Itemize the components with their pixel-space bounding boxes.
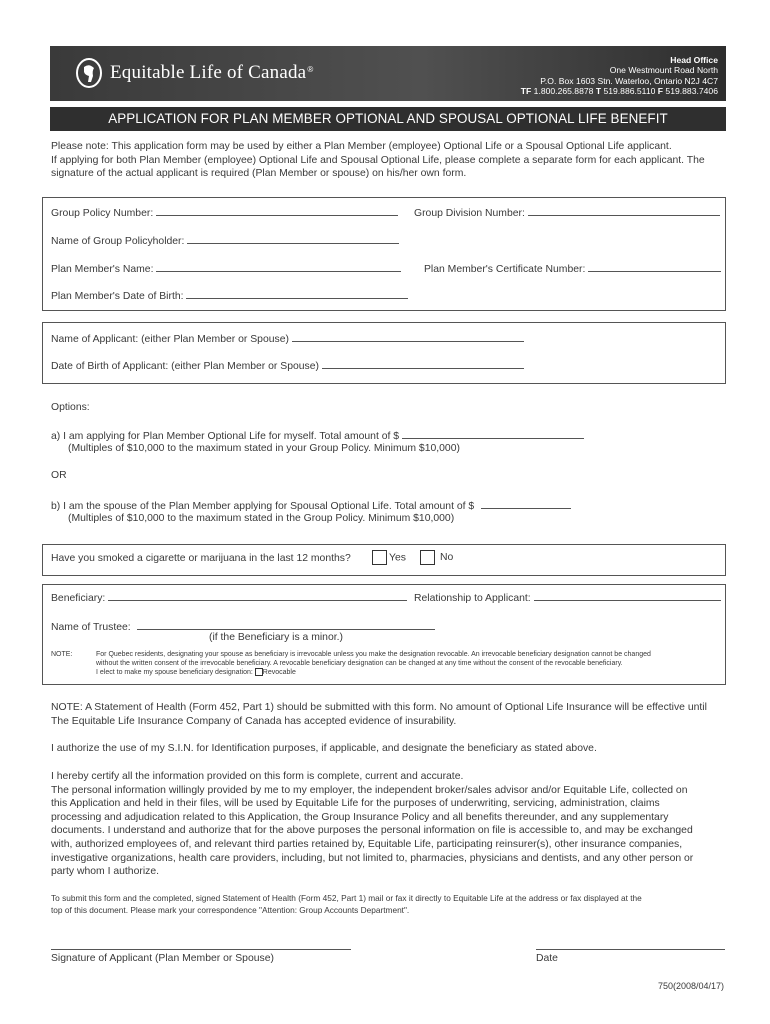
smoking-no-checkbox[interactable] <box>420 550 435 565</box>
certify-line-2: The personal information willingly provided by me to my employer, the independent broker/sales advisor and/or Equitable Life, collected on <box>51 784 688 796</box>
certify-line-6: with, authorized employees of, and relevant third parties retained by, Equitable Life, participating reinsurer(s), other insurance companies, <box>51 838 683 850</box>
certify-line-4: processing and adjudication related to this Application, the Group Insurance Policy and all benefits thereunder, and any supplementary <box>51 811 669 823</box>
option-b-amount-line[interactable] <box>481 499 571 509</box>
quebec-note <box>96 650 651 677</box>
company-logo <box>76 58 313 88</box>
plan-member-name-field[interactable] <box>51 262 401 275</box>
or-label: OR <box>51 470 67 481</box>
group-policy-number-line[interactable] <box>156 206 398 216</box>
address-line-1: One Westmount Road North <box>609 65 718 76</box>
intro-line-3: signature of the actual applicant is required (Plan Member or spouse) on his/her own form. <box>51 168 467 180</box>
intro-line-1: Please note: This application form may be used by either a Plan Member (employee) Optional Life or a Spousal Optional Life applicant. <box>51 141 672 152</box>
applicant-name-label: Name of Applicant: (either Plan Member or Spouse) <box>51 334 289 345</box>
f-label: F <box>657 85 664 96</box>
date-label: Date <box>536 953 558 964</box>
certify-line-3: this Application and held in their files, will be used by Equitable Life for the purposes of underwriting, servicing, administration, claims <box>51 798 660 810</box>
beneficiary-line[interactable] <box>108 591 407 601</box>
options-heading: Options: <box>51 402 90 413</box>
sin-authorization: I authorize the use of my S.I.N. for Identification purposes, if applicable, and designate the beneficiary as stated above. <box>51 743 597 754</box>
smoking-yes-checkbox[interactable] <box>372 550 387 565</box>
applicant-dob-field[interactable] <box>51 359 524 372</box>
certificate-number-field[interactable] <box>424 262 721 275</box>
plan-member-name-line[interactable] <box>156 262 401 272</box>
certify-line-7: investigative organizations, health care providers, including, but not limited to, pharmacies, physicians and dentists, and any other person or <box>51 852 694 864</box>
telephone-number: 519.886.5110 <box>603 85 656 96</box>
option-a-amount-line[interactable] <box>402 429 584 439</box>
option-b-field[interactable] <box>51 499 571 512</box>
submit-line-1: To submit this form and the completed, signed Statement of Health (Form 452, Part 1) mail or fax it directly to Equitable Life at the address or fax displayed at the <box>51 893 642 903</box>
date-line[interactable] <box>536 949 725 950</box>
smoking-no-option[interactable] <box>420 550 453 565</box>
smoking-question: Have you smoked a cigarette or marijuana in the last 12 months? <box>51 553 351 564</box>
smoking-yes-label: Yes <box>389 552 406 564</box>
beneficiary-label: Beneficiary: <box>51 593 106 604</box>
statement-note-line-1: NOTE: A Statement of Health (Form 452, Part 1) should be submitted with this form. No amount of Optional Life Insurance will be effective until <box>51 702 707 713</box>
trustee-line[interactable] <box>137 620 435 630</box>
relationship-line[interactable] <box>534 591 721 601</box>
group-division-number-field[interactable] <box>414 206 720 219</box>
applicant-signature-line[interactable] <box>51 949 351 950</box>
option-a-field[interactable] <box>51 429 584 442</box>
plan-member-dob-line[interactable] <box>186 289 408 299</box>
statement-of-health-note <box>51 701 731 728</box>
submit-line-2: top of this document. Please mark your correspondence "Attention: Group Accounts Department". <box>51 904 410 915</box>
certificate-number-line[interactable] <box>588 262 721 272</box>
certify-line-1: I hereby certify all the information provided on this form is complete, current and accurate. <box>51 771 464 782</box>
form-code: 750(2008/04/17) <box>657 981 724 991</box>
trustee-note: (if the Beneficiary is a minor.) <box>209 632 343 643</box>
certify-line-5: documents. I understand and authorize that for the above purposes the personal information on file is accessible to, and may be exchanged <box>51 825 693 837</box>
submission-instructions <box>51 893 731 916</box>
quebec-note-line-2: without the written consent of the irrevocable beneficiary. A revocable beneficiary designation can be changed at any time without the consent of the revocable beneficiary. <box>96 660 623 667</box>
revocable-label: Revocable <box>262 669 296 676</box>
policyholder-name-line[interactable] <box>187 234 399 244</box>
option-b-note: (Multiples of $10,000 to the maximum stated in the Group Policy. Minimum $10,000) <box>68 513 455 524</box>
form-title: APPLICATION FOR PLAN MEMBER OPTIONAL AND SPOUSAL OPTIONAL LIFE BENEFIT <box>50 107 726 131</box>
plan-member-dob-field[interactable] <box>51 289 408 302</box>
group-policy-number-field[interactable] <box>51 206 398 219</box>
logo-emblem-icon <box>76 58 102 88</box>
relationship-field[interactable] <box>414 591 721 604</box>
trustee-label: Name of Trustee: <box>51 622 131 633</box>
header-banner <box>50 46 726 101</box>
group-policy-number-label: Group Policy Number: <box>51 208 154 219</box>
policyholder-name-label: Name of Group Policyholder: <box>51 236 185 247</box>
applicant-name-line[interactable] <box>292 332 524 342</box>
intro-note <box>51 140 731 181</box>
relationship-label: Relationship to Applicant: <box>414 593 531 604</box>
option-b-label: b) I am the spouse of the Plan Member applying for Spousal Optional Life. Total amount of $ <box>51 501 475 512</box>
certification-text <box>51 770 731 879</box>
t-label: T <box>595 85 602 96</box>
intro-line-2: If applying for both Plan Member (employee) Optional Life and Spousal Optional Life, please complete a separate form for each applicant. The <box>51 154 705 166</box>
smoking-yes-option[interactable] <box>372 550 406 565</box>
head-office-address <box>521 55 718 96</box>
applicant-name-field[interactable] <box>51 332 524 345</box>
plan-member-name-label: Plan Member's Name: <box>51 264 154 275</box>
applicant-dob-label: Date of Birth of Applicant: (either Plan Member or Spouse) <box>51 361 319 372</box>
quebec-note-line-1: For Quebec residents, designating your spouse as beneficiary is irrevocable unless you make the designation revocable. An irrevocable beneficiary designation cannot be changed <box>96 651 651 658</box>
revocable-checkbox[interactable] <box>255 668 263 676</box>
option-a-label: a) I am applying for Plan Member Optional Life for myself. Total amount of $ <box>51 431 400 442</box>
certify-line-8: party whom I authorize. <box>51 866 159 878</box>
revocable-election-label: I elect to make my spouse beneficiary designation: <box>96 669 253 676</box>
group-division-number-line[interactable] <box>528 206 720 216</box>
revocable-election <box>96 668 651 677</box>
certificate-number-label: Plan Member's Certificate Number: <box>424 264 586 275</box>
toll-free-number: 1.800.265.8878 <box>533 85 594 96</box>
logo-registered-mark: ® <box>307 64 314 74</box>
statement-note-line-2: The Equitable Life Insurance Company of Canada has accepted evidence of insurability. <box>51 715 457 727</box>
applicant-signature-label: Signature of Applicant (Plan Member or Spouse) <box>51 953 274 964</box>
head-office-title: Head Office <box>670 55 718 65</box>
note-label: NOTE: <box>51 651 73 658</box>
address-line-2: P.O. Box 1603 Stn. Waterloo, Ontario N2J 4C7 <box>540 75 718 86</box>
smoking-no-label: No <box>440 552 454 564</box>
beneficiary-field[interactable] <box>51 591 407 604</box>
applicant-dob-line[interactable] <box>322 359 524 369</box>
policyholder-name-field[interactable] <box>51 234 399 247</box>
tf-label: TF <box>520 85 532 96</box>
logo-text: Equitable Life of Canada <box>110 62 307 83</box>
plan-member-dob-label: Plan Member's Date of Birth: <box>51 291 184 302</box>
option-a-note: (Multiples of $10,000 to the maximum stated in your Group Policy. Minimum $10,000) <box>68 443 460 454</box>
group-division-number-label: Group Division Number: <box>414 208 525 219</box>
fax-number: 519.883.7406 <box>665 85 718 96</box>
phone-line <box>521 86 718 96</box>
